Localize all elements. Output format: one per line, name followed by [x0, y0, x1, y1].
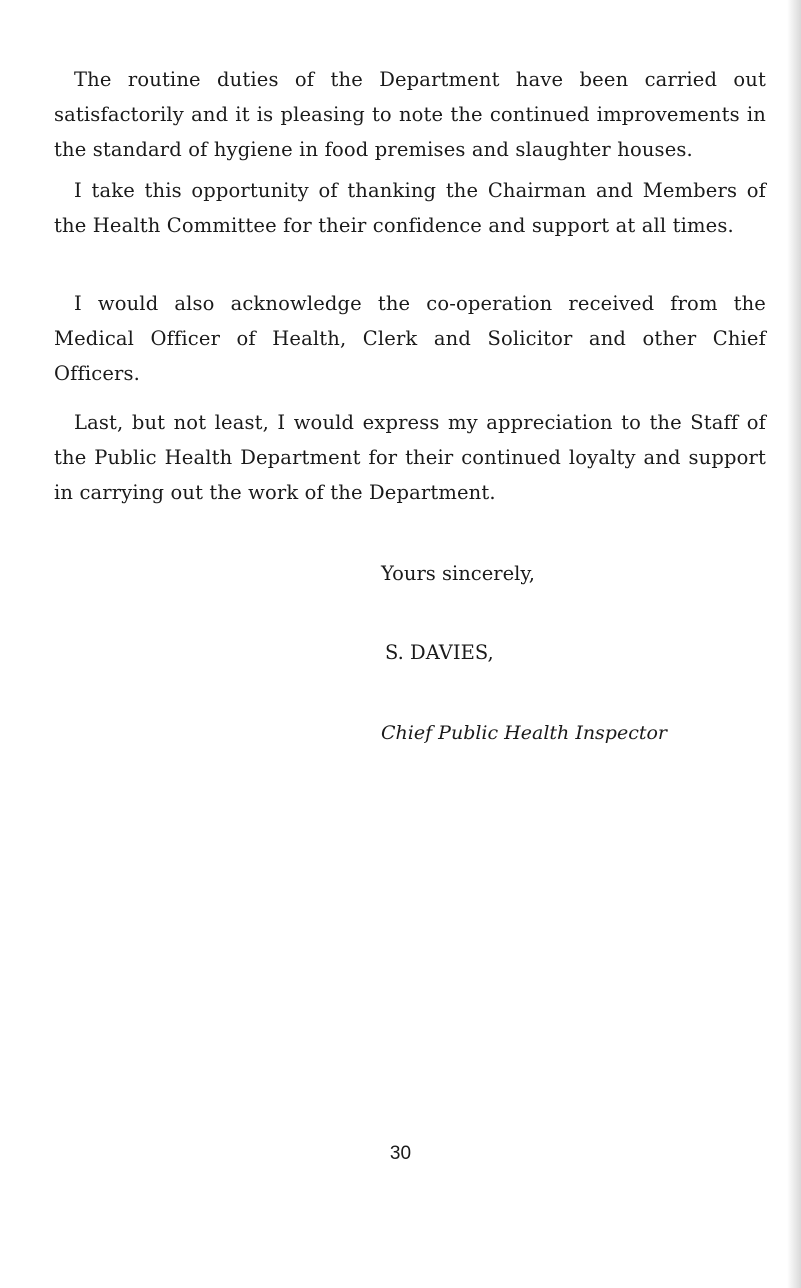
- page-edge-shadow: [787, 0, 801, 1288]
- signer-title: Chief Public Health Inspector: [381, 722, 668, 744]
- letter-closing: Yours sincerely,: [381, 562, 535, 585]
- page-number: 30: [389, 1143, 412, 1164]
- paragraph-acknowledge-officers: I would also acknowledge the co-operation received from the Medical Officer of Health, Clerk and Solicitor and other Chief Officers.: [54, 292, 766, 385]
- paragraph-thanks-committee: I take this opportunity of thanking the Chairman and Members of the Health Committee for their confidence and support at all times.: [54, 179, 766, 237]
- signer-name: S. DAVIES,: [385, 641, 494, 664]
- paragraph-routine-duties: The routine duties of the Department have been carried out satisfactorily and it is pleasing to note the continued improvements in the standard of hygiene in food premises and slaughter houses.: [54, 68, 766, 161]
- paragraph-appreciation-staff: Last, but not least, I would express my appreciation to the Staff of the Public Health Department for their continued loyalty and support in carrying out the work of the Department.: [54, 411, 766, 504]
